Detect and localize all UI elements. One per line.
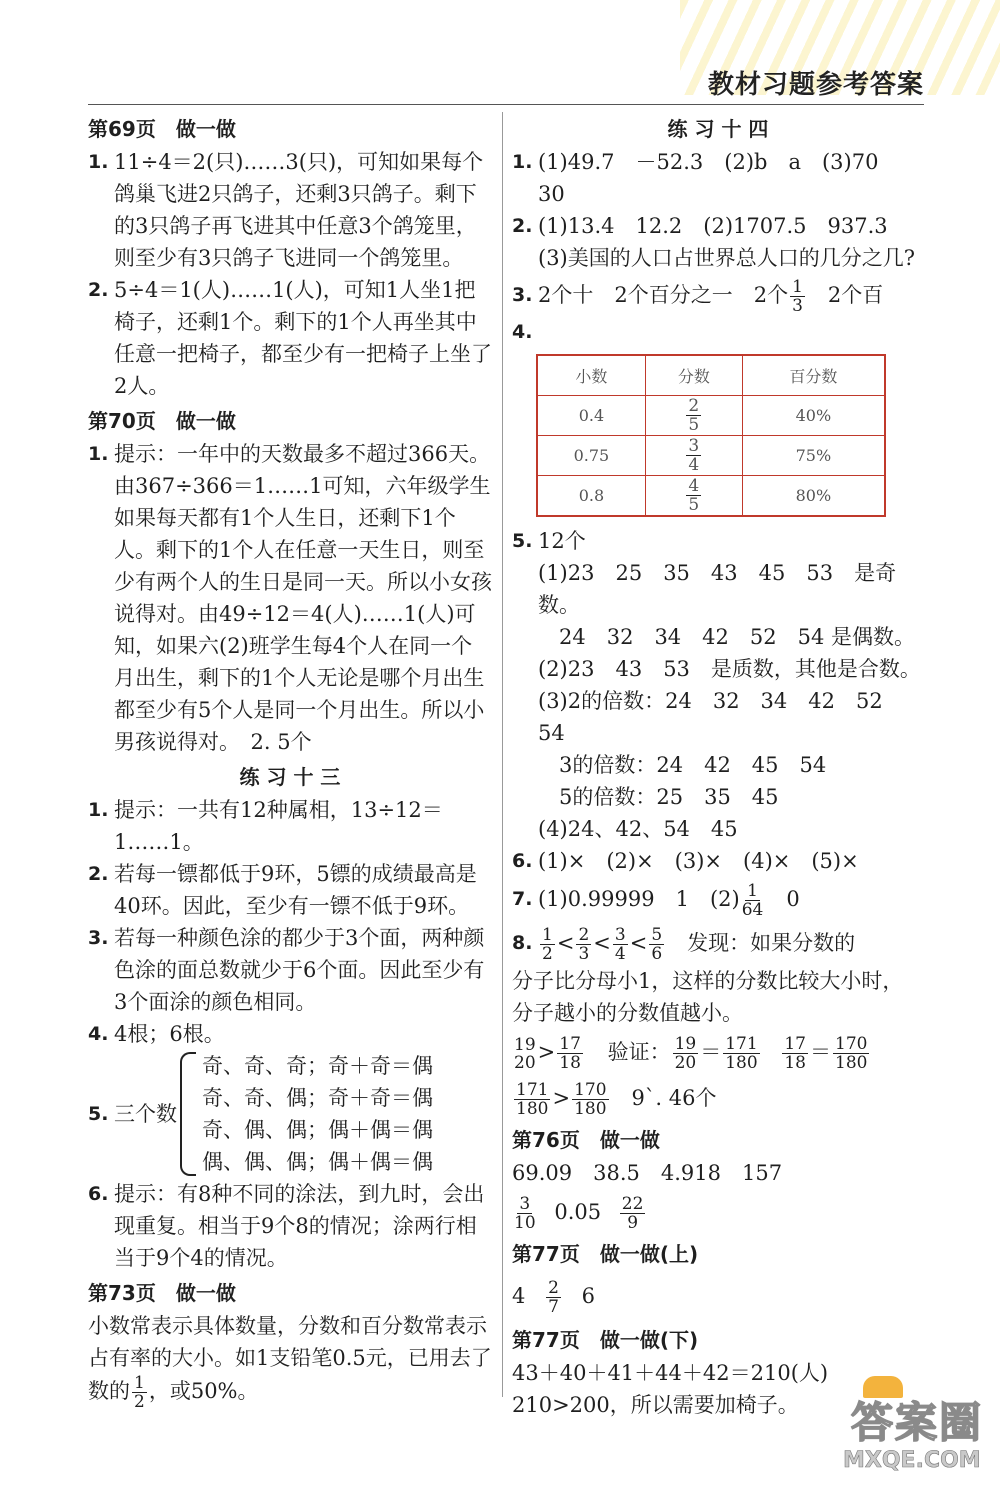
denominator: 3	[792, 296, 803, 316]
item-line: 5的倍数：25 35 45	[538, 785, 779, 809]
less-than-sign: <	[629, 931, 648, 955]
column-divider	[502, 112, 503, 1397]
numerator: 22	[621, 1194, 644, 1214]
brace-label: 三个数	[114, 1102, 177, 1126]
item-text	[538, 877, 924, 921]
item-line: 3的倍数：24 42 45 54	[538, 753, 827, 777]
exercise-13-title: 练 习 十 三	[239, 765, 341, 789]
brace-line: 偶、偶、偶；偶＋偶＝偶	[202, 1150, 433, 1174]
item-text: 若每一种颜色涂的都少于3个面，两种颜色涂的面总数就少于6个面。因此至少有3个面涂的颜色相同。	[114, 926, 485, 1014]
item-line: 24 32 34 42 52 54 是偶数。	[538, 625, 916, 649]
item-number: 8.	[512, 932, 533, 954]
greater-than-sign: >	[552, 1086, 571, 1110]
fraction	[514, 1195, 536, 1232]
item-line: 12个	[538, 529, 586, 553]
fraction	[576, 926, 591, 963]
numerator: 1	[134, 1373, 145, 1393]
verify-label: 验证：	[607, 1040, 671, 1064]
item-line: (1)13.4 12.2 (2)1707.5 937.3	[538, 214, 888, 238]
item-number: 2.	[88, 863, 109, 885]
denominator: 5	[688, 415, 700, 435]
left-column	[88, 110, 492, 1411]
table-cell: 80%	[742, 476, 885, 517]
section-label: 做一做	[175, 1281, 236, 1305]
item-text: 提示：一年中的天数最多不超过366天。由367÷366＝1……1可知，六年级学生如果每天都有1个人生日，还剩下1个人。剩下的1个人在任意一天生日，则至少有两个人的生日是同一天。所以小女孩说得对。由49÷12＝4(人)……1(人)可知，如果六(2)班学生每4个人在同一个月出生，剩下的1个人无论是哪个月出生都至少有5个人是同一个月出生。所以小男孩说得对。 2. 5个	[114, 442, 492, 754]
denominator: 18	[784, 1053, 806, 1073]
p73-answer	[88, 1310, 492, 1411]
table-cell	[645, 396, 742, 436]
item-text: 若每一镖都低于9环，5镖的成绩最高是40环。因此，至少有一镖不低于9环。	[114, 862, 477, 918]
p77-lower-answer: 43＋40＋41＋44＋42＝210(人) 210>200，所以需要加椅子。	[512, 1361, 850, 1417]
brace-lines	[202, 1050, 433, 1178]
item-number: 6.	[512, 850, 533, 872]
numerator: 5	[651, 925, 663, 945]
item-text: (1)× (2)× (3)× (4)× (5)×	[538, 849, 859, 873]
answer-item	[512, 525, 924, 557]
item8-compare	[512, 1075, 924, 1121]
fraction	[673, 1035, 699, 1072]
page-header-title: 教材习题参考答案	[707, 70, 924, 100]
watermark-url: MXQE.COM	[843, 1448, 981, 1473]
item-text: 5÷4＝1(人)……1(人)，可知1人坐1把椅子，还剩1个。剩下的1个人再坐其中任意一把椅子，都至少有一把椅子上坐了2人。	[114, 278, 492, 398]
numerator: 3	[614, 925, 626, 945]
right-column	[512, 110, 924, 1421]
answer-item	[512, 316, 924, 348]
item8-verify	[512, 1029, 924, 1075]
numerator: 19	[514, 1034, 536, 1055]
fraction	[790, 278, 805, 315]
item-text: 11÷4＝2(只)……3(只)，可知如果每个鸽巢飞进2只鸽子，还剩3只鸽子。剩下的3只鸽子再飞进其中任意3个鸽笼里，则至少有3只鸽子飞进同一个鸽笼里。	[114, 150, 484, 270]
denominator: 180	[516, 1099, 549, 1119]
denominator: 3	[578, 944, 590, 964]
page-number: 第77页	[512, 1328, 580, 1352]
item-text	[538, 274, 924, 316]
denominator: 5	[688, 495, 700, 515]
equals-sign: ＝	[700, 1040, 722, 1064]
numerator: 2	[548, 1278, 559, 1298]
brace-line: 奇、偶、偶；偶＋偶＝偶	[202, 1118, 433, 1142]
denominator: 7	[548, 1297, 559, 1317]
equals-sign: ＝	[810, 1040, 831, 1064]
item-number: 2.	[512, 215, 533, 237]
answer-item	[512, 877, 924, 921]
exercise-14-title: 练 习 十 四	[667, 117, 769, 141]
numerator: 1	[747, 881, 758, 901]
item-text	[538, 525, 924, 557]
section-heading-p69	[88, 112, 492, 146]
answer-item	[88, 274, 492, 402]
denominator: 6	[651, 944, 663, 964]
table-header-row	[537, 355, 885, 396]
item-text	[538, 210, 924, 274]
column-header: 分数	[645, 355, 742, 396]
answer-text: 小数常表示具体数量，分数和百分数常表示占有率的大小。如1支铅笔0.5元，已用去了数的	[88, 1314, 492, 1403]
item-line: (4)24、42、54 45	[538, 817, 738, 841]
table-row	[537, 436, 885, 476]
item-number: 1.	[512, 151, 533, 173]
item-text	[538, 921, 924, 965]
item-number: 4.	[88, 1023, 109, 1045]
fraction	[833, 1035, 869, 1072]
fraction	[649, 926, 664, 963]
text-segment: 0	[765, 887, 800, 911]
answer-item	[88, 146, 492, 274]
answer-item	[512, 845, 924, 877]
value: 4	[512, 1284, 526, 1308]
numerator: 19	[674, 1034, 697, 1054]
denominator: 4	[688, 455, 700, 475]
numerator: 2	[688, 396, 700, 416]
watermark-logo	[843, 1370, 993, 1480]
item-text: 提示：一共有12种属相，13÷12＝1……1。	[114, 798, 443, 854]
numerator: 17	[559, 1034, 581, 1054]
header-rule	[88, 104, 924, 105]
answer-item	[88, 922, 492, 1018]
item-line: (2)23 43 53 是质数，其他是合数。	[538, 657, 921, 681]
page-number: 第73页	[88, 1281, 156, 1305]
item-text: 提示：有8种不同的涂法，到九时，会出现重复。相当于9个8的情况；涂两行相当于9个4的情况。	[114, 1182, 485, 1270]
numerator: 1	[542, 925, 553, 945]
fraction	[686, 477, 701, 514]
item-number: 6.	[88, 1183, 109, 1205]
answer-item	[88, 1178, 492, 1274]
fraction	[557, 1035, 583, 1072]
item-text: (1)49.7 －52.3 (2)b a (3)70 30	[538, 150, 900, 206]
fraction	[514, 1036, 536, 1072]
denominator: 10	[514, 1213, 536, 1233]
item9-answer: 9`. 46个	[610, 1086, 717, 1110]
fraction	[540, 926, 555, 963]
item-text: 4根；6根。	[114, 1022, 225, 1046]
value: 6	[581, 1284, 595, 1308]
item-number: 1.	[88, 799, 109, 821]
denominator: 180	[725, 1053, 758, 1073]
less-than-sign: <	[593, 931, 611, 955]
section-label: 做一做(下)	[599, 1328, 699, 1352]
less-than-sign: <	[556, 931, 575, 955]
item-number: 4.	[512, 321, 533, 343]
text-segment: 发现：如果分数的	[666, 931, 856, 955]
curly-brace	[180, 1052, 196, 1176]
greater-than-sign: >	[537, 1040, 556, 1064]
denominator: 20	[514, 1052, 536, 1073]
answer-item	[88, 794, 492, 858]
decimal-fraction-table	[536, 354, 886, 517]
item-number: 5.	[512, 530, 533, 552]
table-cell: 0.4	[537, 396, 645, 436]
numerator: 171	[725, 1034, 758, 1054]
item-number: 5.	[88, 1103, 109, 1125]
denominator: 64	[741, 900, 764, 920]
decimal-value: 0.05	[554, 1200, 602, 1224]
numerator: 3	[519, 1194, 531, 1214]
fraction	[782, 1035, 808, 1072]
p77-upper-answer	[512, 1271, 924, 1321]
item-line: (3)美国的人口占世界总人口的几分之几?	[538, 246, 916, 270]
text-segment: (1)0.99999 1 (2)	[538, 887, 740, 911]
section-heading-p73	[88, 1276, 492, 1310]
item-number: 1.	[88, 151, 109, 173]
section-label: 做一做	[599, 1128, 660, 1152]
fraction	[514, 1081, 550, 1118]
item-line: (1)23 25 35 43 45 53 是奇数。	[538, 561, 897, 617]
section-label: 做一做	[175, 117, 236, 141]
denominator: 2	[134, 1392, 145, 1412]
answer-item-brace	[88, 1050, 492, 1178]
item5-lines	[512, 557, 924, 845]
section-heading-p77-upper	[512, 1237, 924, 1271]
section-heading-p70	[88, 404, 492, 438]
table-cell: 40%	[742, 396, 885, 436]
page-number: 第70页	[88, 409, 156, 433]
item-number: 1.	[88, 443, 109, 465]
table-cell	[645, 476, 742, 517]
numerator: 170	[574, 1080, 607, 1100]
answer-item	[88, 438, 492, 758]
answer-item	[512, 274, 924, 316]
page-number: 第69页	[88, 117, 156, 141]
column-header: 百分数	[742, 355, 885, 396]
numerator: 4	[688, 476, 700, 496]
item-number: 3.	[512, 284, 533, 306]
fraction	[620, 1195, 646, 1232]
brace-line: 奇、奇、偶；奇＋奇＝偶	[202, 1086, 433, 1110]
p76-line: 69.09 38.5 4.918 157	[512, 1161, 783, 1185]
answer-item	[512, 921, 924, 965]
answer-item	[512, 210, 924, 274]
denominator: 180	[574, 1099, 607, 1119]
item8-text: 分子比分母小1，这样的分数比较大小时，分子越小的分数值越小。	[512, 969, 904, 1025]
answer-item	[88, 858, 492, 922]
item-number: 3.	[88, 927, 109, 949]
section-label: 做一做	[175, 409, 236, 433]
answer-item	[88, 1018, 492, 1050]
section-heading-p77-lower	[512, 1323, 924, 1357]
fraction	[546, 1279, 561, 1316]
denominator: 20	[674, 1053, 697, 1073]
table-cell: 0.75	[537, 436, 645, 476]
table-cell	[645, 436, 742, 476]
numerator: 171	[516, 1080, 549, 1100]
section-label: 做一做(上)	[599, 1242, 699, 1266]
brace-line: 奇、奇、奇；奇＋奇＝偶	[202, 1054, 433, 1078]
table-row	[537, 396, 885, 436]
watermark-text: 答案圈	[851, 1398, 984, 1447]
fraction	[572, 1081, 608, 1118]
denominator: 4	[614, 944, 626, 964]
text-segment: 2个百	[806, 283, 884, 307]
denominator: 180	[835, 1053, 868, 1073]
page-number: 第76页	[512, 1128, 580, 1152]
fraction	[686, 397, 701, 434]
p76-fractions	[512, 1189, 924, 1235]
fraction	[686, 437, 701, 474]
numerator: 17	[784, 1034, 806, 1054]
fraction	[132, 1374, 147, 1411]
fraction	[742, 882, 764, 919]
denominator: 18	[559, 1053, 581, 1073]
item-number: 7.	[512, 888, 533, 910]
answer-item	[512, 146, 924, 210]
numerator: 2	[578, 925, 590, 945]
fraction	[613, 926, 628, 963]
text-segment: 2个十 2个百分之一 2个	[538, 283, 789, 307]
table-cell: 75%	[742, 436, 885, 476]
item-line: (3)2的倍数：24 32 34 42 52 54	[538, 689, 904, 745]
denominator: 2	[542, 944, 553, 964]
table-cell: 0.8	[537, 476, 645, 517]
numerator: 3	[688, 436, 700, 456]
column-header: 小数	[537, 355, 645, 396]
table-row	[537, 476, 885, 517]
numerator: 170	[835, 1034, 868, 1054]
fraction	[723, 1035, 759, 1072]
answer-tail: ，或50%。	[148, 1379, 259, 1403]
numerator: 1	[792, 277, 803, 297]
page-number: 第77页	[512, 1242, 580, 1266]
section-heading-p76	[512, 1123, 924, 1157]
denominator: 9	[627, 1213, 639, 1233]
item-number: 2.	[88, 279, 109, 301]
